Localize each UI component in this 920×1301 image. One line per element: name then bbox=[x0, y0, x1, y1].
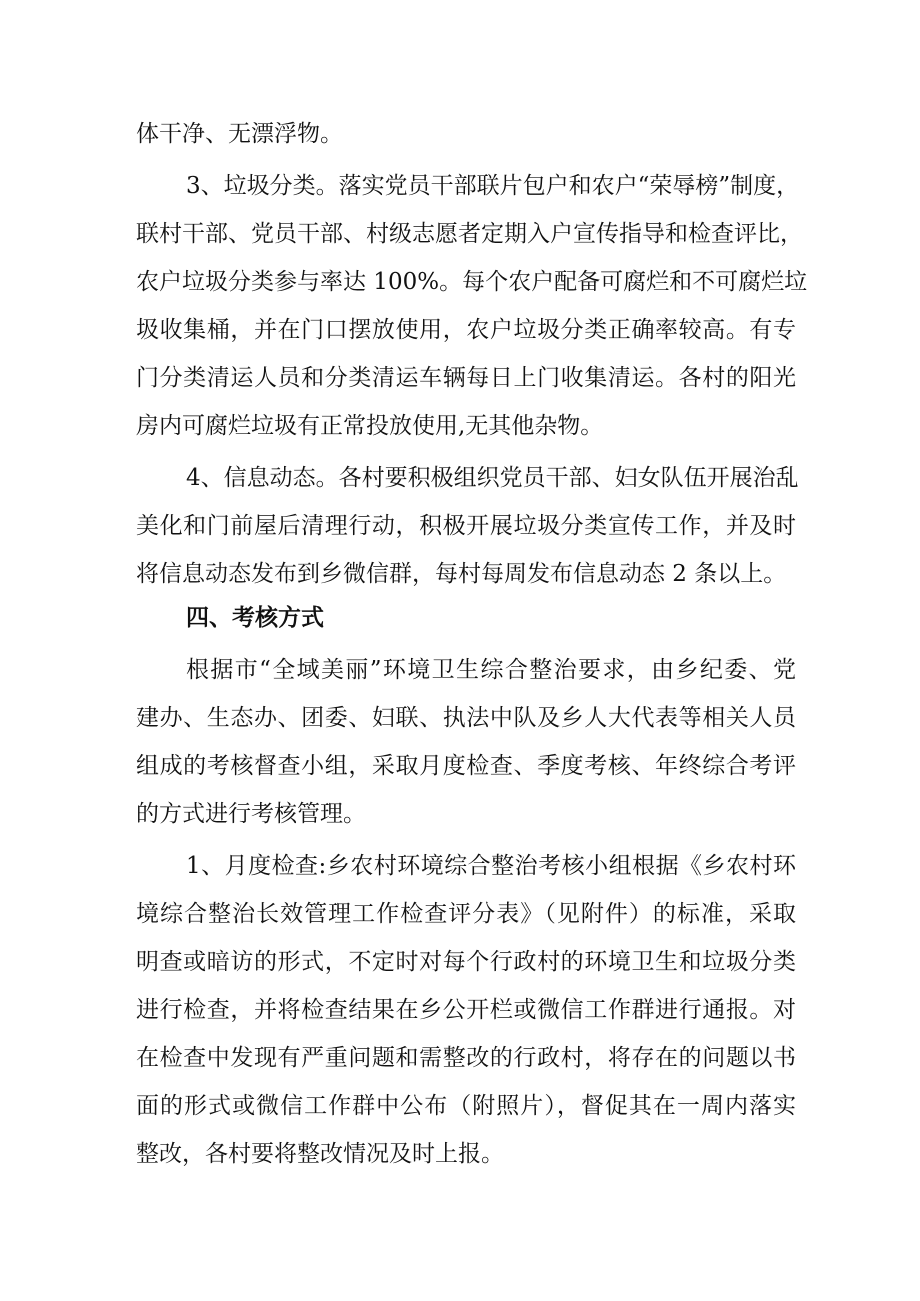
text-line: 境综合整治长效管理工作检查评分表》（见附件）的标准，采取 bbox=[136, 901, 796, 927]
text-line: 整改，各村要将整改情况及时上报。 bbox=[136, 1141, 504, 1167]
text-line: 美化和门前屋后清理行动，积极开展垃圾分类宣传工作，并及时 bbox=[136, 513, 796, 539]
text-line: 在检查中发现有严重问题和需整改的行政村，将存在的问题以书 bbox=[136, 1045, 796, 1071]
text-line: 门分类清运人员和分类清运车辆每日上门收集清运。各村的阳光 bbox=[136, 365, 796, 391]
text-line: 将信息动态发布到乡微信群，每村每周发布信息动态 2 条以上。 bbox=[136, 561, 787, 587]
text-line: 农户垃圾分类参与率达 100%。每个农户配备可腐烂和不可腐烂垃 bbox=[136, 269, 808, 295]
text-line: 面的形式或微信工作群中公布（附照片），督促其在一周内落实 bbox=[136, 1093, 796, 1119]
text-line: 4、信息动态。各村要积极组织党员干部、妇女队伍开展治乱 bbox=[186, 465, 799, 491]
text-line: 联村干部、党员干部、村级志愿者定期入户宣传指导和检查评比， bbox=[136, 221, 803, 247]
text-line: 建办、生态办、团委、妇联、执法中队及乡人大代表等相关人员 bbox=[136, 705, 796, 731]
text-line: 1、月度检查:乡农村环境综合整治考核小组根据《乡农村环 bbox=[186, 853, 796, 879]
text-line: 进行检查，并将检查结果在乡公开栏或微信工作群进行通报。对 bbox=[136, 997, 796, 1023]
text-line: 根据市“全域美丽”环境卫生综合整治要求，由乡纪委、党 bbox=[186, 657, 796, 683]
text-line: 房内可腐烂垃圾有正常投放使用,无其他杂物。 bbox=[136, 413, 604, 439]
section-heading: 四、考核方式 bbox=[186, 605, 324, 631]
text-line: 3、垃圾分类。落实党员干部联片包户和农户“荣辱榜”制度， bbox=[186, 173, 800, 199]
text-line: 圾收集桶，并在门口摆放使用，农户垃圾分类正确率较高。有专 bbox=[136, 317, 796, 343]
text-line: 的方式进行考核管理。 bbox=[136, 801, 366, 827]
text-line: 明查或暗访的形式，不定时对每个行政村的环境卫生和垃圾分类 bbox=[136, 949, 796, 975]
text-line: 组成的考核督查小组，采取月度检查、季度考核、年终综合考评 bbox=[136, 753, 796, 779]
text-line: 体干净、无漂浮物。 bbox=[136, 121, 343, 147]
